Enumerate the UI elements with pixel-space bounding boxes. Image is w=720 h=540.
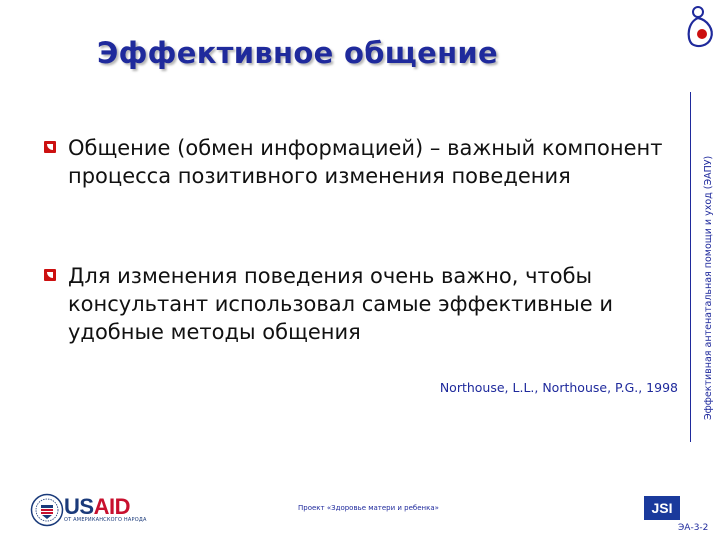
bullet-item-2 [44, 262, 664, 346]
sidebar-caption: Эффективная антенатальная помощи и уход (ЭАПУ) [703, 155, 714, 420]
mother-child-logo-icon [680, 4, 718, 50]
bullet-item-1 [44, 134, 664, 190]
jsi-logo: JSI [644, 496, 680, 520]
usaid-seal-icon [30, 493, 64, 527]
bullet-marker-icon [44, 141, 56, 153]
bullet-marker-icon [44, 269, 56, 281]
footer-project: Проект «Здоровье матери и ребенка» [298, 504, 439, 512]
bullet-text: Для изменения поведения очень важно, чтобы консультант использовал самые эффективные и удобные методы общения [68, 264, 613, 344]
citation: Northouse, L.L., Northouse, P.G., 1998 [439, 380, 678, 395]
bullet-text: Общение (обмен информацией) – важный компонент процесса позитивного изменения поведения [68, 136, 663, 188]
sidebar-divider [690, 92, 691, 442]
page-title: Эффективное общение [97, 36, 499, 70]
slide-number: ЭА-3-2 [678, 523, 709, 533]
usaid-logo-text: USAID [64, 494, 130, 519]
usaid-tagline: ОТ АМЕРИКАНСКОГО НАРОДА [64, 517, 147, 523]
